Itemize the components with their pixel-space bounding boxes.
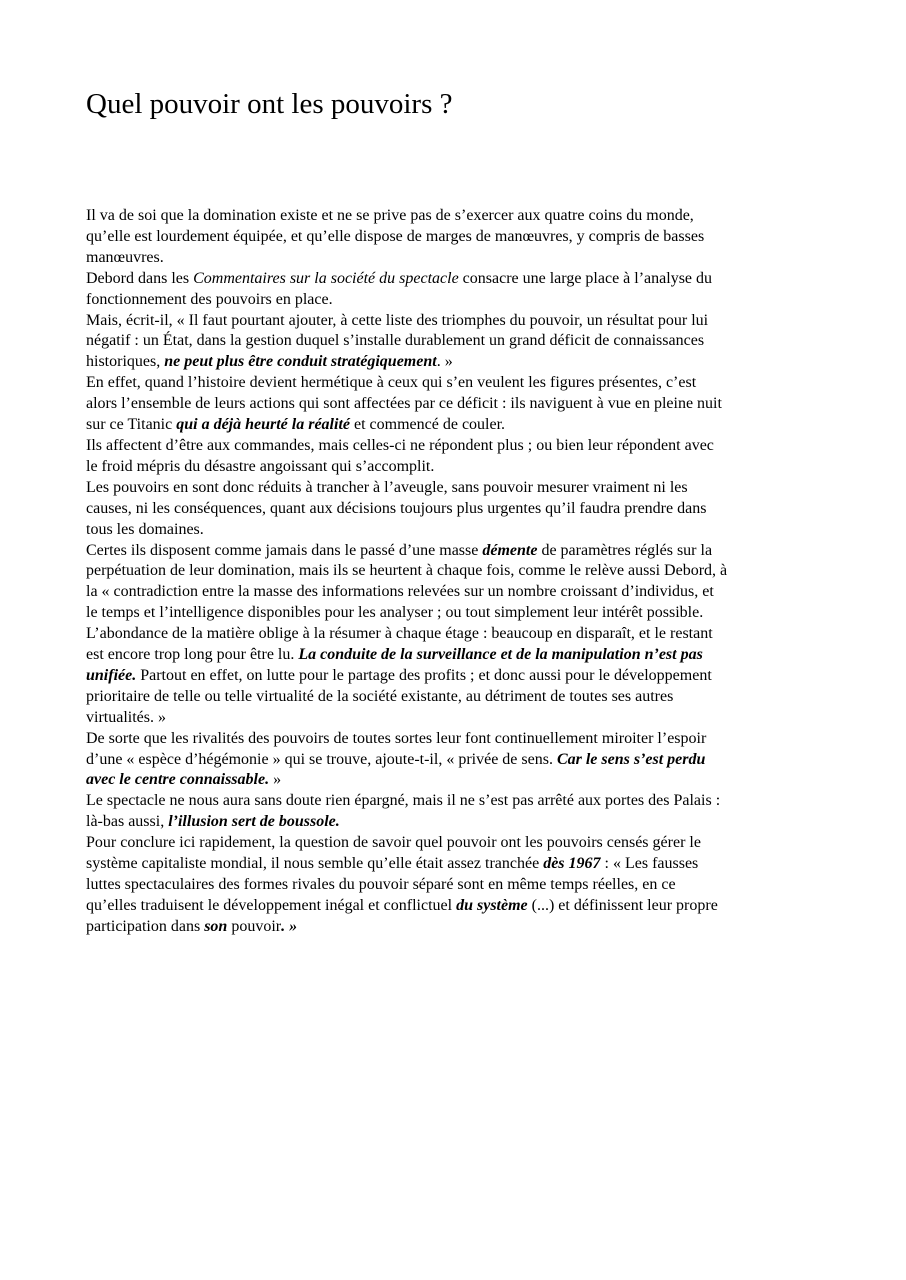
text-line (86, 457, 822, 478)
text-run: manœuvres. (86, 248, 164, 266)
text-run: : « Les fausses (600, 855, 699, 873)
text-run: » (269, 771, 282, 789)
text-line (86, 854, 822, 875)
text-line (86, 206, 822, 227)
text-line (86, 269, 822, 290)
text-line (86, 541, 822, 562)
text-line (86, 645, 822, 666)
text-run: . » (436, 353, 453, 371)
text-run: alors l’ensemble de leurs actions qui sont affectées par ce déficit : ils naviguent à vue en pleine nuit (86, 395, 722, 413)
text-line (86, 373, 822, 394)
text-run: historiques, (86, 353, 165, 371)
text-run: Le spectacle ne nous aura sans doute rien épargné, mais il ne s’est pas arrêté aux portes des Palais : (86, 792, 721, 810)
text-run: De sorte que les rivalités des pouvoirs de toutes sortes leur font continuellement miroiter l’espoir (86, 729, 707, 747)
emphasized-text: Commentaires sur la société du spectacle (193, 269, 459, 287)
text-line (86, 248, 822, 269)
text-line (86, 687, 822, 708)
text-line (86, 582, 822, 603)
text-run: qu’elle est lourdement équipée, et qu’elle dispose de marges de manœuvres, y compris de basses (86, 227, 705, 245)
text-run: participation dans (86, 917, 205, 935)
emphasized-text: avec le centre connaissable. (86, 771, 270, 789)
text-line (86, 791, 822, 812)
emphasized-text: unifiée. (86, 666, 137, 684)
text-line (86, 896, 822, 917)
text-run: Les pouvoirs en sont donc réduits à trancher à l’aveugle, sans pouvoir mesurer vraiment ni les (86, 478, 688, 496)
text-line (86, 290, 822, 311)
emphasized-text: Car le sens s’est perdu (556, 750, 706, 768)
emphasized-text: son (204, 917, 228, 935)
text-run: prioritaire de telle ou telle virtualité de la société existante, au détriment de toutes ses autres (86, 687, 674, 705)
text-line (86, 833, 822, 854)
text-run: Mais, écrit-il, « Il faut pourtant ajouter, à cette liste des triomphes du pouvoir, un résultat pour lui (86, 311, 709, 329)
text-run: virtualités. » (86, 708, 166, 726)
text-line (86, 394, 822, 415)
emphasized-text: démente (482, 541, 538, 559)
emphasized-text: dès 1967 (543, 855, 601, 873)
text-run: négatif : un État, dans la gestion duquel s’installe durablement un grand déficit de connaissances (86, 332, 705, 350)
emphasized-text: ne peut plus être conduit stratégiquement (164, 353, 437, 371)
text-run: (...) et définissent leur propre (527, 896, 718, 914)
text-run: et commencé de couler. (350, 416, 506, 434)
text-line (86, 624, 822, 645)
text-run: fonctionnement des pouvoirs en place. (86, 290, 333, 308)
text-run: Ils affectent d’être aux commandes, mais celles-ci ne répondent plus ; ou bien leur répondent avec (86, 436, 714, 454)
page-title: Quel pouvoir ont les pouvoirs ? (86, 88, 453, 120)
text-line (86, 917, 822, 938)
text-run: système capitaliste mondial, il nous semble qu’elle était assez tranchée (86, 855, 544, 873)
text-line (86, 352, 822, 373)
article-body (86, 206, 822, 938)
text-line (86, 603, 822, 624)
emphasized-text: l’illusion sert de boussole. (168, 813, 340, 831)
emphasized-text: . » (281, 917, 298, 935)
text-run: Pour conclure ici rapidement, la question de savoir quel pouvoir ont les pouvoirs censés gérer le (86, 834, 701, 852)
text-run: pouvoir (227, 917, 282, 935)
text-line (86, 729, 822, 750)
text-run: Debord dans les (86, 269, 194, 287)
text-run: sur ce Titanic (86, 416, 177, 434)
emphasized-text: qui a déjà heurté la réalité (176, 416, 350, 434)
text-run: luttes spectaculaires des formes rivales du pouvoir séparé sont en même temps réelles, en ce (86, 876, 676, 893)
text-run: consacre une large place à l’analyse du (458, 269, 713, 287)
text-line (86, 770, 822, 791)
text-line (86, 875, 822, 896)
text-run: le froid mépris du désastre angoissant qui s’accomplit. (86, 457, 435, 475)
text-line (86, 708, 822, 729)
text-line (86, 331, 822, 352)
text-run: qu’elles traduisent le développement inégal et conflictuel (86, 896, 457, 914)
text-run: la « contradiction entre la masse des informations relevées sur un nombre croissant d’individus, et (86, 583, 714, 601)
text-line (86, 666, 822, 687)
text-line (86, 812, 822, 833)
emphasized-text: La conduite de la surveillance et de la manipulation n’est pas (298, 646, 703, 664)
text-line (86, 520, 822, 541)
text-run: Partout en effet, on lutte pour le partage des profits ; et donc aussi pour le développement (136, 666, 712, 684)
emphasized-text: du système (456, 896, 528, 914)
text-line (86, 750, 822, 771)
text-run: là-bas aussi, (86, 813, 169, 831)
text-run: En effet, quand l’histoire devient hermétique à ceux qui s’en veulent les figures présentes, c’est (86, 374, 697, 392)
text-run: est encore trop long pour être lu. (86, 646, 299, 664)
text-run: perpétuation de leur domination, mais ils se heurtent à chaque fois, comme le relève aussi Debord, à (86, 562, 728, 580)
text-run: d’une « espèce d’hégémonie » qui se trouve, ajoute-t-il, « privée de sens. (86, 750, 557, 768)
text-run: de paramètres réglés sur la (537, 541, 713, 559)
text-line (86, 436, 822, 457)
text-line (86, 415, 822, 436)
text-run: causes, ni les conséquences, quant aux décisions toujours plus urgentes qu’il faudra prendre dans (86, 499, 707, 517)
text-line (86, 311, 822, 332)
text-run: Certes ils disposent comme jamais dans le passé d’une masse (86, 541, 483, 559)
text-line (86, 561, 822, 582)
text-run: Il va de soi que la domination existe et ne se prive pas de s’exercer aux quatre coins du monde, (86, 207, 694, 224)
text-run: L’abondance de la matière oblige à la résumer à chaque étage : beaucoup en disparaît, et le restant (86, 625, 713, 643)
text-run: tous les domaines. (86, 520, 204, 538)
text-line (86, 499, 822, 520)
text-line (86, 227, 822, 248)
text-line (86, 478, 822, 499)
text-run: le temps et l’intelligence disponibles pour les analyser ; ou tout simplement leur intérêt possible. (86, 604, 704, 622)
